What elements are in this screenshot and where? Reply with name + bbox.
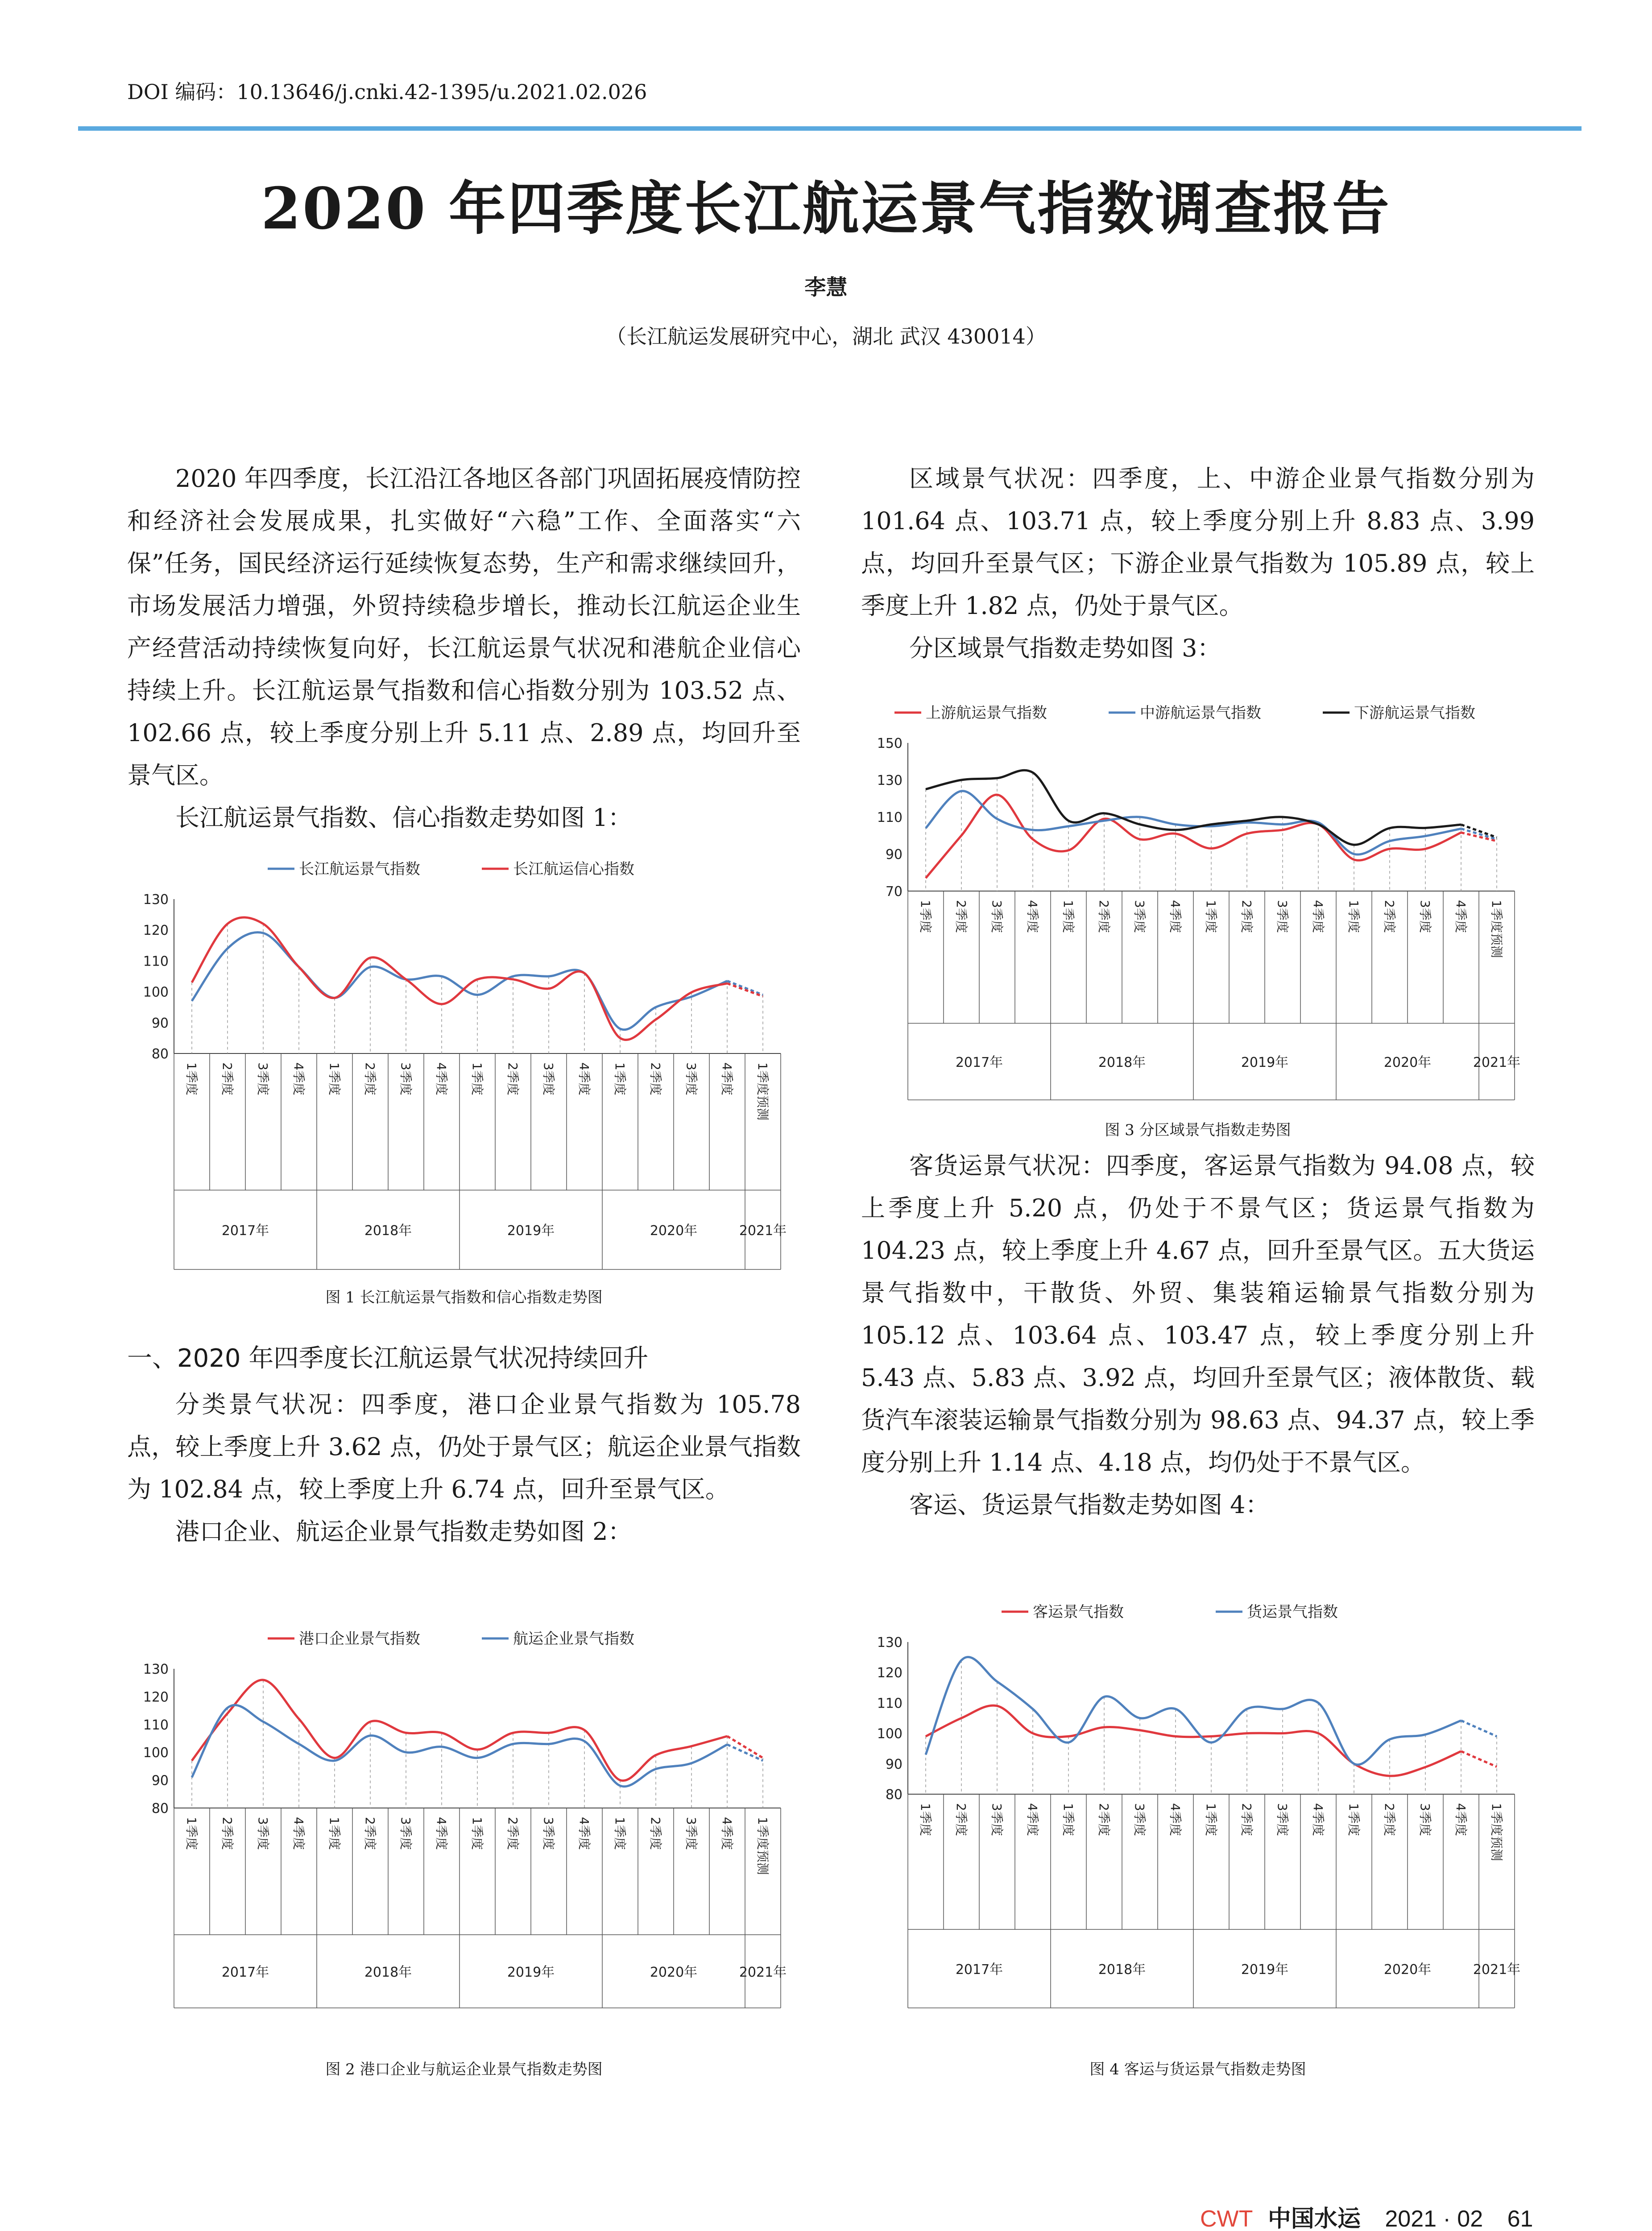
- series-line: [926, 1705, 1461, 1776]
- x-tick-label: 1季度: [184, 1817, 199, 1850]
- figure-3: [868, 694, 1528, 1104]
- figure-4: [868, 1593, 1528, 2012]
- year-label: 2021年: [739, 1223, 787, 1239]
- x-tick-label: 4季度: [1453, 1803, 1468, 1836]
- x-tick-label: 3季度: [990, 1803, 1004, 1836]
- x-tick-label: 4季度: [1168, 900, 1183, 933]
- doi-line: DOI 编码：10.13646/j.cnki.42-1395/u.2021.02.026: [127, 80, 647, 104]
- legend-label: 航运企业景气指数: [513, 1630, 634, 1648]
- x-tick-label: 2季度: [954, 1803, 969, 1836]
- x-tick-label: 2季度: [1097, 900, 1111, 933]
- x-tick-label: 2季度: [1097, 1803, 1111, 1836]
- x-tick-label: 1季度: [918, 1803, 933, 1836]
- y-tick-label: 110: [877, 810, 903, 825]
- series-line: [926, 795, 1461, 878]
- year-label: 2018年: [1098, 1962, 1146, 1978]
- y-tick-label: 90: [885, 1756, 903, 1772]
- x-tick-label: 4季度: [577, 1062, 592, 1095]
- figure-2-caption: 图 2 港口企业与航运企业景气指数走势图: [325, 2061, 603, 2078]
- y-tick-label: 150: [877, 736, 903, 751]
- y-tick-label: 120: [143, 1689, 169, 1705]
- year-label: 2020年: [650, 1223, 698, 1239]
- x-tick-label: 2季度: [954, 900, 969, 933]
- x-tick-label: 4季度: [1453, 900, 1468, 933]
- x-tick-label: 1季度: [327, 1062, 342, 1095]
- legend-label: 长江航运信心指数: [513, 860, 634, 878]
- x-tick-label: 4季度: [720, 1817, 734, 1850]
- series-line: [192, 917, 727, 1040]
- x-tick-label: 2季度: [1382, 1803, 1397, 1836]
- forecast-line: [1461, 825, 1497, 838]
- figure-1-caption: 图 1 长江航运景气指数和信心指数走势图: [325, 1289, 603, 1306]
- year-label: 2017年: [955, 1055, 1003, 1071]
- paragraph: 分类景气状况：四季度，港口企业景气指数为 105.78 点，较上季度上升 3.62 点，仍处于景气区；航运企业景气指数为 102.84 点，较上季度上升 6.74 点，回升至景气区。: [127, 1390, 801, 1503]
- x-tick-label: 1季度: [613, 1062, 627, 1095]
- section-heading: 一、2020 年四季度长江航运景气状况持续回升: [127, 1344, 649, 1373]
- x-tick-label: 3季度: [398, 1062, 413, 1095]
- x-tick-label: 2季度: [648, 1817, 663, 1850]
- x-tick-label: 4季度: [434, 1817, 449, 1850]
- y-tick-label: 120: [877, 1665, 903, 1681]
- series-line: [192, 1705, 727, 1786]
- x-tick-label: 1季度预测: [1489, 900, 1504, 958]
- year-label: 2021年: [1473, 1055, 1521, 1071]
- x-tick-label: 4季度: [1311, 900, 1325, 933]
- left-column-top: [127, 457, 801, 839]
- footer-page: 61: [1507, 2206, 1533, 2231]
- x-tick-label: 1季度: [327, 1817, 342, 1850]
- legend-label: 货运景气指数: [1247, 1603, 1338, 1621]
- x-tick-label: 1季度预测: [755, 1817, 770, 1875]
- x-tick-label: 1季度预测: [755, 1062, 770, 1120]
- forecast-line: [1461, 829, 1497, 839]
- paragraph: 客货运景气状况：四季度，客运景气指数为 94.08 点，较上季度上升 5.20 点，仍处于不景气区；货运景气指数为 104.23 点，较上季度上升 4.67 点，回升至景气区。五大货运景气指数中，干散货、外贸、集装箱运输景气指数分别为 105.12 点、103.64 点、103.47 点，较上季度分别上升 5.43 点、5.83 点、3.92 点，均回升至景气区；液体散货、载货汽车滚装运输景气指数分别为 98.63 点、94.37 点，较上季度分别上升 1.14 点、4.18 点，均仍处于不景气区。: [861, 1152, 1535, 1476]
- paragraph: 2020 年四季度，长江沿江各地区各部门巩固拓展疫情防控和经济社会发展成果，扎实做好“六稳”工作、全面落实“六保”任务，国民经济运行延续恢复态势，生产和需求继续回升，市场发展活力增强，外贸持续稳步增长，推动长江航运企业生产经营活动持续恢复向好，长江航运景气状况和港航企业信心持续上升。长江航运景气指数和信心指数分别为 103.52 点、102.66 点，较上季度分别上升 5.11 点、2.89 点，均回升至景气区。: [127, 464, 801, 789]
- x-tick-label: 2季度: [1239, 1803, 1254, 1836]
- figure-1: [134, 850, 794, 1274]
- x-tick-label: 1季度: [1346, 900, 1361, 933]
- x-tick-label: 3季度: [541, 1062, 556, 1095]
- y-tick-label: 80: [885, 1787, 903, 1803]
- forecast-line: [1461, 1751, 1497, 1767]
- paragraph: 港口企业、航运企业景气指数走势如图 2：: [175, 1518, 632, 1546]
- x-tick-label: 3季度: [256, 1062, 270, 1095]
- y-tick-label: 110: [143, 954, 169, 970]
- x-tick-label: 2季度: [363, 1817, 377, 1850]
- y-tick-label: 70: [885, 884, 903, 900]
- y-tick-label: 100: [143, 984, 169, 1000]
- y-tick-label: 130: [877, 1635, 903, 1650]
- line-chart: [134, 1620, 794, 2012]
- legend-label: 港口企业景气指数: [299, 1630, 420, 1648]
- year-label: 2018年: [364, 1964, 412, 1980]
- footer: [1200, 2200, 1533, 2231]
- x-tick-label: 4季度: [291, 1062, 306, 1095]
- forecast-line: [1461, 1721, 1497, 1736]
- x-tick-label: 3季度: [684, 1817, 699, 1850]
- footer-journal: 中国水运: [1267, 2206, 1361, 2231]
- series-line: [926, 770, 1461, 845]
- footer-issue: 2021 · 02: [1385, 2206, 1483, 2231]
- y-tick-label: 110: [877, 1696, 903, 1712]
- x-tick-label: 1季度: [470, 1817, 484, 1850]
- x-tick-label: 3季度: [541, 1817, 556, 1850]
- year-label: 2017年: [221, 1223, 269, 1239]
- left-column-mid: [127, 1383, 801, 1553]
- year-label: 2020年: [1383, 1962, 1432, 1978]
- year-label: 2019年: [507, 1964, 555, 1980]
- x-tick-label: 2季度: [363, 1062, 377, 1095]
- paper-title: 2020 年四季度长江航运景气指数调查报告: [261, 175, 1391, 242]
- paragraph: 分区域景气指数走势如图 3：: [909, 634, 1221, 662]
- legend-label: 中游航运景气指数: [1140, 704, 1261, 722]
- x-tick-label: 1季度: [1204, 900, 1218, 933]
- y-tick-label: 110: [143, 1717, 169, 1733]
- x-tick-label: 4季度: [1311, 1803, 1325, 1836]
- series-line: [192, 1680, 727, 1781]
- x-tick-label: 1季度: [918, 900, 933, 933]
- x-tick-label: 4季度: [1168, 1803, 1183, 1836]
- forecast-line: [727, 1736, 763, 1758]
- y-tick-label: 130: [877, 773, 903, 788]
- x-tick-label: 3季度: [1132, 900, 1147, 933]
- x-tick-label: 3季度: [398, 1817, 413, 1850]
- year-label: 2017年: [221, 1964, 269, 1980]
- x-tick-label: 1季度: [470, 1062, 484, 1095]
- year-label: 2021年: [1473, 1962, 1521, 1978]
- x-tick-label: 1季度: [613, 1817, 627, 1850]
- legend-label: 下游航运景气指数: [1354, 704, 1475, 722]
- x-tick-label: 1季度: [1346, 1803, 1361, 1836]
- x-tick-label: 3季度: [1418, 900, 1433, 933]
- figure-3-caption: 图 3 分区域景气指数走势图: [1105, 1121, 1291, 1139]
- x-tick-label: 4季度: [577, 1817, 592, 1850]
- y-tick-label: 80: [151, 1801, 169, 1816]
- year-label: 2019年: [1241, 1962, 1289, 1978]
- y-tick-label: 130: [143, 892, 169, 908]
- year-label: 2020年: [1383, 1055, 1432, 1071]
- legend-label: 长江航运景气指数: [299, 860, 420, 878]
- x-tick-label: 4季度: [434, 1062, 449, 1095]
- x-tick-label: 2季度: [220, 1062, 235, 1095]
- x-tick-label: 1季度: [1061, 1803, 1076, 1836]
- x-tick-label: 2季度: [1382, 900, 1397, 933]
- year-label: 2018年: [364, 1223, 412, 1239]
- paragraph: 区域景气状况：四季度，上、中游企业景气指数分别为 101.64 点、103.71 点，较上季度分别上升 8.83 点、3.99 点，均回升至景气区；下游企业景气指数为 105.89 点，较上季度上升 1.82 点，仍处于景气区。: [861, 464, 1535, 620]
- series-line: [192, 933, 727, 1030]
- line-chart: [134, 850, 794, 1274]
- x-tick-label: 2季度: [1239, 900, 1254, 933]
- figure-4-caption: 图 4 客运与货运景气指数走势图: [1089, 2061, 1306, 2078]
- x-tick-label: 4季度: [1025, 1803, 1040, 1836]
- paragraph: 长江航运景气指数、信心指数走势如图 1：: [175, 804, 632, 832]
- y-tick-label: 100: [143, 1745, 169, 1761]
- x-tick-label: 3季度: [1132, 1803, 1147, 1836]
- figure-2: [134, 1620, 794, 2012]
- x-tick-label: 4季度: [720, 1062, 734, 1095]
- x-tick-label: 3季度: [1275, 1803, 1290, 1836]
- legend-label: 客运景气指数: [1033, 1603, 1124, 1621]
- forecast-line: [727, 981, 763, 995]
- x-tick-label: 2季度: [505, 1062, 520, 1095]
- x-tick-label: 3季度: [684, 1062, 699, 1095]
- x-tick-label: 3季度: [990, 900, 1004, 933]
- x-tick-label: 4季度: [1025, 900, 1040, 933]
- year-label: 2021年: [739, 1964, 787, 1980]
- x-tick-label: 2季度: [220, 1817, 235, 1850]
- x-tick-label: 1季度: [1204, 1803, 1218, 1836]
- paper-affiliation: （长江航运发展研究中心，湖北 武汉 430014）: [606, 324, 1046, 348]
- right-column-top: [861, 457, 1535, 669]
- x-tick-label: 1季度预测: [1489, 1803, 1504, 1861]
- x-tick-label: 1季度: [1061, 900, 1076, 933]
- right-column-mid: [861, 1145, 1535, 1526]
- x-tick-label: 1季度: [184, 1062, 199, 1095]
- y-tick-label: 130: [143, 1662, 169, 1677]
- legend-label: 上游航运景气指数: [926, 704, 1047, 722]
- y-tick-label: 100: [877, 1726, 903, 1742]
- x-tick-label: 2季度: [648, 1062, 663, 1095]
- footer-brand: CWT: [1200, 2206, 1253, 2231]
- paper-author: 李慧: [804, 275, 848, 300]
- paragraph: 客运、货运景气指数走势如图 4：: [909, 1491, 1270, 1519]
- x-tick-label: 4季度: [291, 1817, 306, 1850]
- x-tick-label: 3季度: [256, 1817, 270, 1850]
- y-tick-label: 120: [143, 923, 169, 939]
- year-label: 2019年: [507, 1223, 555, 1239]
- header-rule: [78, 126, 1582, 131]
- y-tick-label: 90: [151, 1015, 169, 1031]
- x-tick-label: 2季度: [505, 1817, 520, 1850]
- y-tick-label: 90: [885, 847, 903, 863]
- y-tick-label: 90: [151, 1773, 169, 1789]
- forecast-line: [727, 983, 763, 996]
- year-label: 2017年: [955, 1962, 1003, 1978]
- line-chart: [868, 694, 1528, 1104]
- year-label: 2019年: [1241, 1055, 1289, 1071]
- year-label: 2020年: [650, 1964, 698, 1980]
- y-tick-label: 80: [151, 1046, 169, 1062]
- year-label: 2018年: [1098, 1055, 1146, 1071]
- line-chart: [868, 1593, 1528, 2012]
- x-tick-label: 3季度: [1418, 1803, 1433, 1836]
- x-tick-label: 3季度: [1275, 900, 1290, 933]
